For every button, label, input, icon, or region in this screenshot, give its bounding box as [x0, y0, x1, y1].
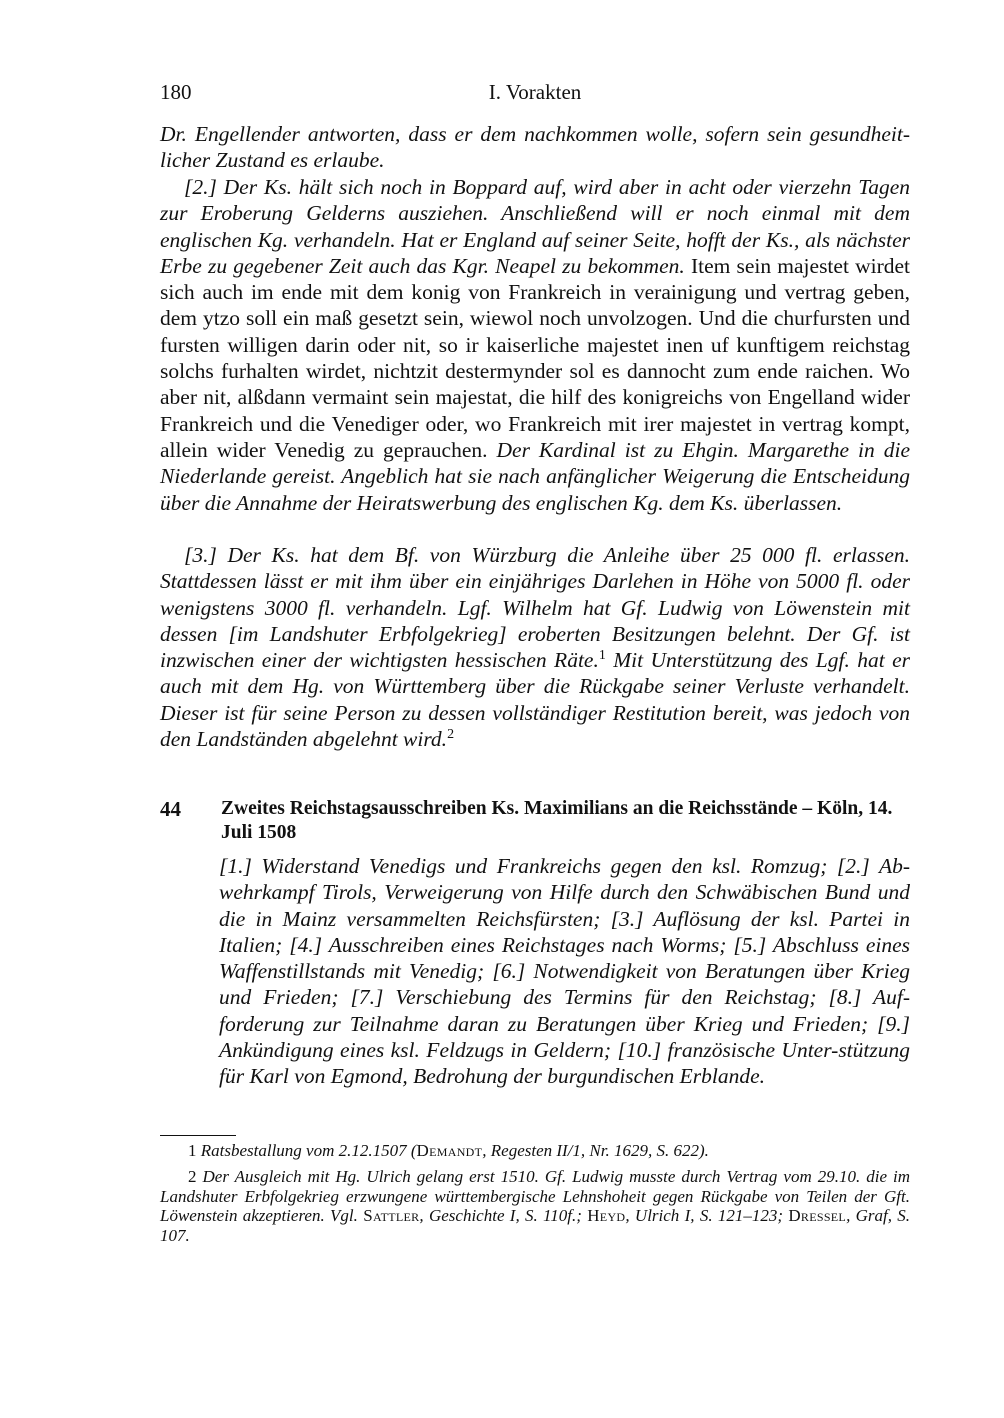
footnote-mark: 2	[188, 1167, 197, 1186]
footnote-mark: 1	[188, 1141, 197, 1160]
footnote-ref-2[interactable]: 2	[447, 726, 455, 742]
footnote-divider	[160, 1135, 236, 1136]
paragraph-text-italic: Mit Unterstützung des Lgf. hat er auch mit dem Hg. von Württemberg über die Rückgabe seiner Verluste verhandelt. Dieser ist für seine Person zu dessen vollständiger Restitution bereit, was jedoch von den Landständen abgelehnt wird.	[160, 648, 911, 752]
footnote-author: Heyd	[587, 1206, 626, 1225]
page-header	[160, 80, 910, 110]
paragraph-section-3	[160, 542, 910, 752]
footnote-text: Der Ausgleich mit Hg. Ulrich gelang erst 1510. Gf. Ludwig musste durch Vertrag vom 29.10. die im Landshuter Erbfolgekrieg erzwungene württembergische Lehnshoheit gegen Rückgabe von Teilen der Gft. Löwenstein akzeptieren. Vgl.	[160, 1167, 910, 1225]
paragraph-text-italic: Dr. Engellender antworten, dass er dem nachkommen wolle, sofern sein gesundheit-licher Zustand es erlaube.	[160, 122, 910, 173]
paragraph-section-2	[160, 174, 910, 516]
footnote-text: Ratsbestallung vom 2.12.1507 (	[200, 1141, 417, 1160]
paragraph-text-italic: [2.] Der Ks. hält sich noch in Boppard auf, wird aber in acht oder vierzehn Tagen zur Eroberung Gelderns ausziehen. Anschließend will er noch einmal mit dem englischen Kg. verhandeln. Hat er England auf seiner Seite, hofft der Ks., als nächster Erbe zu gegebener Zeit auch das Kgr. Neapel zu bekommen.	[160, 175, 910, 278]
paragraph-continuation	[160, 121, 910, 174]
paragraph-text-quote: Item sein majestet wirdet sich auch im ende mit dem konig von Frankreich in verainigung und vertrag geben, dem ytzo soll ein maß gesetzt sein, wiewol noch unvolzogen. Und die churfursten und fursten willigen darin oder nit, so ir kaiserliche majestet inen uf kunftigem reichstag solchs furhalten wirdet, nichtzit destermynder sol es dannocht zum ende raichen. Wo aber nit, alßdann vermaint sein majestat, die hilf des konigreichs von Engelland wider Frankreich und die Venediger oder, wo Frankreich mit irer majestet in vertrag kompt, allein wider Venedig zu geprauchen.	[160, 253, 911, 462]
footnote-1	[160, 1141, 910, 1161]
running-head: I. Vorakten	[488, 80, 582, 104]
entry-number: 44	[160, 797, 181, 821]
footnote-text: , Graf, S. 107.	[160, 1206, 911, 1245]
footnote-author: Sattler	[363, 1206, 420, 1225]
paragraph-text-italic: [3.] Der Ks. hat dem Bf. von Würzburg die Anleihe über 25 000 fl. erlassen. Stattdessen lässt er mit ihm über ein einjähriges Darlehen in Höhe von 5000 fl. oder wenigstens 3000 fl. verhandeln. Lgf. Wilhelm hat Gf. Ludwig von Löwenstein mit dessen [im Landshuter Erbfolgekrieg] eroberten Besitzungen belehnt. Der Gf. ist inzwischen einer der wichtigsten hessischen Räte.	[160, 543, 910, 673]
footnote-author: Dressel	[788, 1206, 847, 1225]
footnote-ref-1[interactable]: 1	[598, 648, 606, 664]
footnote-text: , Ulrich I, S. 121–123;	[625, 1206, 784, 1225]
footnote-author: Demandt	[416, 1141, 483, 1160]
page-number: 180	[160, 80, 192, 104]
footnote-text: , Geschichte I, S. 110f.;	[419, 1206, 582, 1225]
footnote-2	[160, 1167, 910, 1245]
entry-title: Zweites Reichstagsausschreiben Ks. Maximilians an die Reichsstände – Köln, 14. Juli 1508	[221, 798, 893, 843]
paragraph-text-italic: Der Kardinal ist zu Ehgin. Margarethe in die Niederlande gereist. Angeblich hat sie nach anfänglicher Weigerung die Entscheidung über die Annahme der Heiratswerbung des englischen Kg. dem Ks. überlassen.	[160, 437, 910, 515]
entry-regest: [1.] Widerstand Venedigs und Frankreichs gegen den ksl. Romzug; [2.] Ab-wehrkampf Tirols, Verweigerung von Hilfe durch den Schwäbischen Bund und die in Mainz versammelten Reichsfürsten; [3.] Auflösung der ksl. Partei in Italien; [4.] Ausschreiben eines Reichstages nach Worms; [5.] Abschluss eines Waffenstillstands mit Venedig; [6.] Notwendigkeit von Beratungen über Krieg und Frieden; [7.] Verschiebung des Termins für den Reichstag; [8.] Auf-forderung zur Teilnahme daran zu Beratungen über Krieg und Frieden; [9.] Ankündigung eines ksl. Feldzugs in Geldern; [10.] französische Unter-stützung für Karl von Egmond, Bedrohung der burgundischen Erblande.	[219, 854, 910, 1089]
footnote-text: , Regesten II/1, Nr. 1629, S. 622).	[482, 1141, 709, 1160]
